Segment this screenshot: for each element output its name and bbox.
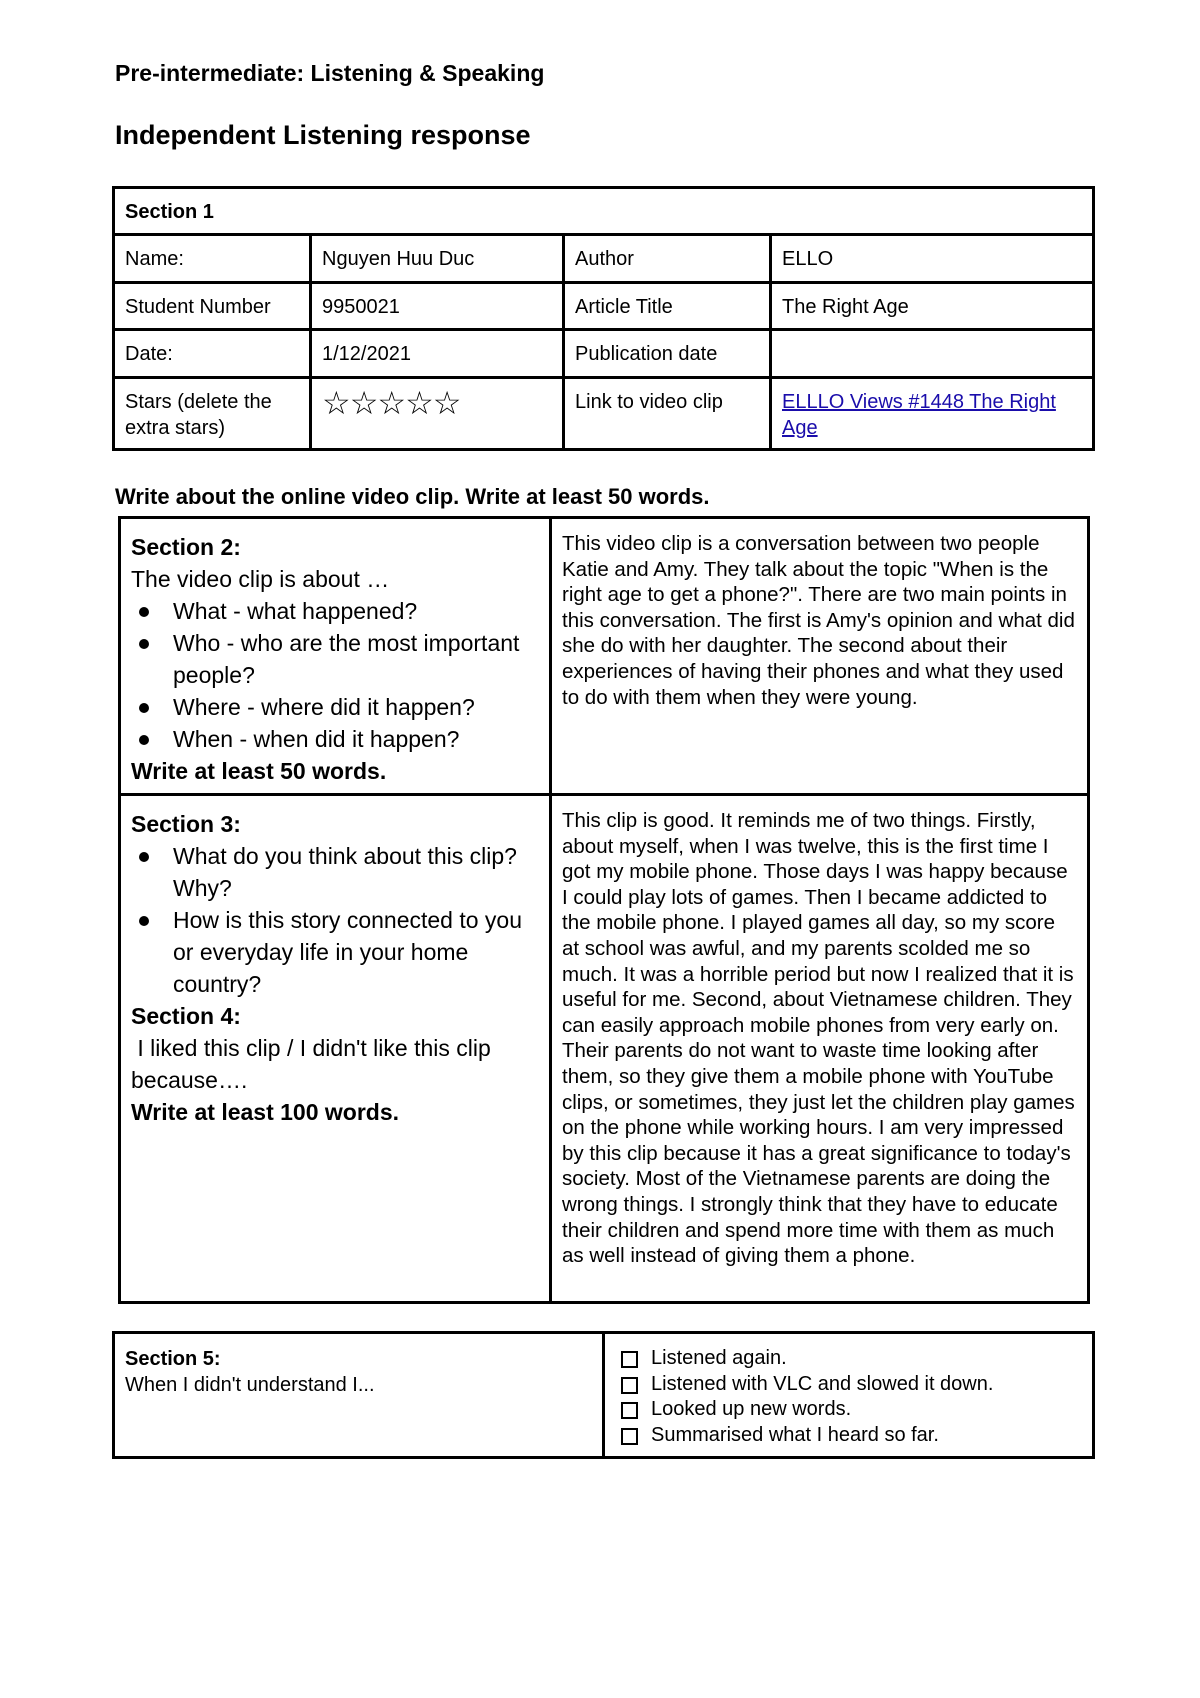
section2-answer[interactable]: This video clip is a conversation between two people Katie and Amy. They talk about the topic "When is the right age to get a phone?". There are two main points in this conversation. The first is Amy's opinion and what did she do with her daughter. The second about their experiences of having their phones and what they used to do with them when they were young. [551,518,1089,795]
checkbox-item[interactable]: Listened with VLC and slowed it down. [651,1372,1082,1398]
section5-prompt-cell [114,1333,604,1458]
student-number-value[interactable]: 9950021 [311,283,564,330]
section2-intro: The video clip is about … [131,566,390,592]
list-item: Who - who are the most important people? [173,627,539,691]
stars-label: Stars (delete the extra stars) [114,378,311,450]
section5-heading: Section 5: [125,1348,221,1370]
checkbox-item[interactable]: Looked up new words. [651,1397,1082,1423]
section2-heading: Section 2: [131,534,241,560]
section3-heading: Section 3: [131,811,241,837]
name-label: Name: [114,235,311,283]
student-number-label: Student Number [114,283,311,330]
date-value[interactable]: 1/12/2021 [311,330,564,378]
section1-table [112,186,1095,451]
section1-heading: Section 1 [114,188,1094,235]
section5-table [112,1331,1095,1459]
section5-text: When I didn't understand I... [125,1374,375,1396]
section2-bullet-list [131,595,539,755]
list-item: How is this story connected to you or everyday life in your home country? [173,904,539,1000]
section3-footer: Write at least 100 words. [131,1099,400,1125]
list-item: What - what happened? [173,595,539,627]
page-title: Independent Listening response [115,120,531,150]
video-clip-link[interactable]: ELLLO Views #1448 The Right Age [782,391,1056,439]
date-label: Date: [114,330,311,378]
sections-table [118,516,1090,1304]
course-subtitle: Pre-intermediate: Listening & Speaking [115,60,545,86]
checkbox-item[interactable]: Summarised what I heard so far. [651,1423,1082,1449]
list-item: When - when did it happen? [173,723,539,755]
section5-options-cell [604,1333,1094,1458]
star-rating[interactable]: ☆☆☆☆☆ [322,385,461,421]
section3-answer[interactable]: This clip is good. It reminds me of two things. Firstly, about myself, when I was twelve, this is the first time I got my mobile phone. Those days I was happy because I could play lots of games. Then I became addicted to the mobile phone. I played games all day, so my score at school was awful, and my parents scolded me so much. It was a horrible period but now I realized that it is useful for me. Second, about Vietnamese children. They can easily approach mobile phones from very early on. Their parents do not want to waste time looking after them, so they give them a mobile phone with YouTube clips, or sometimes, they just let the children play games on the phone while working hours. I am very impressed by this clip because it has a great significance to today's society. Most of the Vietnamese parents are doing the wrong things. I strongly think that they have to educate their children and spend more time with them as much as well instead of giving them a phone. [551,795,1089,1303]
name-value[interactable]: Nguyen Huu Duc [311,235,564,283]
link-label: Link to video clip [564,378,771,450]
article-title-value[interactable]: The Right Age [771,283,1094,330]
list-item: What do you think about this clip? Why? [173,840,539,904]
publication-date-label: Publication date [564,330,771,378]
writing-prompt: Write about the online video clip. Write at least 50 words. [115,484,710,509]
list-item: Where - where did it happen? [173,691,539,723]
section2-prompt-cell [120,518,551,795]
section5-checklist [615,1346,1082,1448]
article-title-label: Article Title [564,283,771,330]
author-value[interactable]: ELLO [771,235,1094,283]
checkbox-item[interactable]: Listened again. [651,1346,1082,1372]
section4-heading: Section 4: [131,1003,241,1029]
author-label: Author [564,235,771,283]
section3-prompt-cell [120,795,551,1303]
section2-footer: Write at least 50 words. [131,758,387,784]
section4-text: I liked this clip / I didn't like this clip because…. [131,1035,498,1093]
publication-date-value[interactable] [771,330,1094,378]
section3-bullet-list [131,840,539,1000]
